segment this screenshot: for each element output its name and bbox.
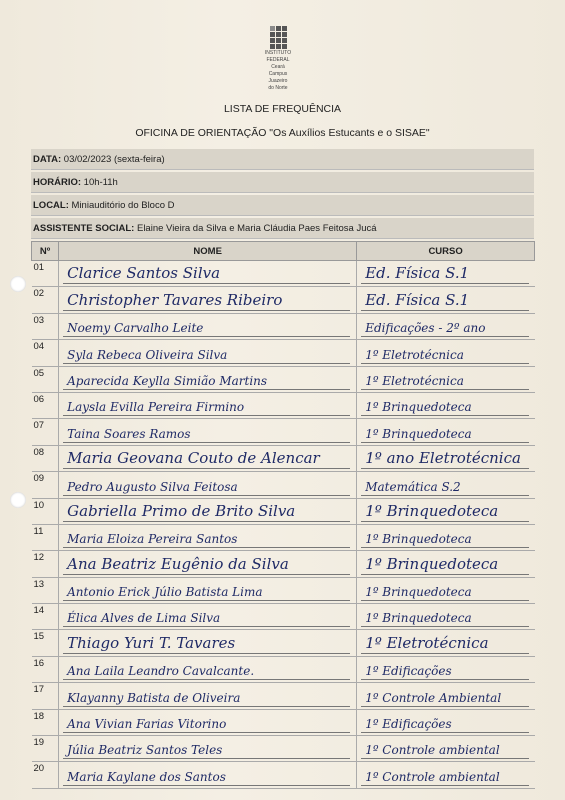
document-title: LISTA DE FREQUÊNCIA bbox=[223, 103, 342, 115]
table-row bbox=[32, 524, 535, 550]
time-label: HORÁRIO: bbox=[33, 177, 82, 188]
course-cell bbox=[357, 340, 535, 366]
signature-line bbox=[63, 742, 350, 759]
header-course: CURSO bbox=[357, 242, 535, 261]
student-course: 1º Controle ambiental bbox=[365, 743, 500, 758]
row-number: 08 bbox=[32, 445, 59, 471]
table-row bbox=[32, 762, 535, 788]
row-number: 16 bbox=[32, 656, 59, 682]
row-number: 12 bbox=[32, 551, 59, 577]
student-name-cell bbox=[59, 604, 357, 630]
student-name: Maria Geovana Couto de Alencar bbox=[67, 449, 320, 468]
table-row bbox=[32, 313, 535, 339]
row-number: 20 bbox=[32, 762, 59, 788]
table-row bbox=[32, 498, 535, 524]
course-cell bbox=[357, 261, 535, 287]
location-label: LOCAL: bbox=[33, 200, 69, 211]
signature-line bbox=[63, 320, 350, 337]
course-cell bbox=[357, 419, 535, 445]
table-row bbox=[32, 340, 535, 366]
student-course: 1º Brinquedoteca bbox=[365, 400, 472, 415]
student-name: Laysla Evilla Pereira Firmino bbox=[67, 400, 245, 415]
signature-line bbox=[63, 501, 350, 522]
row-number: 13 bbox=[32, 577, 59, 603]
table-row bbox=[32, 577, 535, 603]
student-name: Clarice Santos Silva bbox=[67, 264, 221, 283]
student-name-cell bbox=[59, 656, 357, 682]
table-row bbox=[32, 445, 535, 471]
row-number: 18 bbox=[32, 709, 59, 735]
signature-line bbox=[63, 716, 350, 733]
student-course: Matemática S.2 bbox=[365, 479, 461, 494]
student-name: Maria Kaylane dos Santos bbox=[67, 769, 226, 784]
signature-line bbox=[63, 584, 350, 601]
table-row bbox=[32, 656, 535, 682]
logo-line: do Norte bbox=[268, 85, 288, 91]
row-number: 07 bbox=[32, 419, 59, 445]
course-cell bbox=[357, 709, 535, 735]
course-line bbox=[361, 663, 528, 680]
date-value: 03/02/2023 (sexta-feira) bbox=[63, 154, 165, 165]
student-name-cell bbox=[59, 419, 357, 445]
course-line bbox=[361, 742, 528, 759]
student-course: Edificações - 2º ano bbox=[365, 321, 486, 336]
row-number: 03 bbox=[32, 313, 59, 339]
student-name-cell bbox=[59, 709, 357, 735]
signature-line bbox=[63, 663, 350, 680]
student-name-cell bbox=[59, 472, 357, 498]
student-name: Antonio Erick Júlio Batista Lima bbox=[67, 585, 263, 600]
course-line bbox=[361, 769, 528, 786]
course-cell bbox=[357, 604, 535, 630]
course-cell bbox=[357, 656, 535, 682]
course-line bbox=[361, 554, 528, 575]
signature-line bbox=[63, 399, 350, 416]
student-course: 1º Edificações bbox=[365, 664, 452, 679]
course-line bbox=[361, 373, 528, 390]
student-course: 1º Eletrotécnica bbox=[365, 347, 464, 362]
row-number: 04 bbox=[32, 340, 59, 366]
signature-line bbox=[63, 479, 350, 496]
student-name-cell bbox=[59, 577, 357, 603]
table-row bbox=[32, 261, 535, 287]
course-line bbox=[361, 426, 528, 443]
signature-line bbox=[63, 263, 350, 284]
header-number: Nº bbox=[32, 242, 59, 261]
student-name: Aparecida Keylla Simião Martins bbox=[67, 373, 268, 388]
info-social-worker bbox=[31, 218, 534, 239]
student-name: Ana Beatriz Eugênio da Silva bbox=[67, 554, 289, 573]
course-cell bbox=[357, 683, 535, 709]
location-value: Miniauditório do Bloco D bbox=[71, 200, 175, 211]
course-line bbox=[361, 290, 528, 311]
table-row bbox=[32, 366, 535, 392]
course-cell bbox=[357, 313, 535, 339]
signature-line bbox=[63, 290, 350, 311]
time-value: 10h-11h bbox=[83, 177, 118, 188]
info-date bbox=[31, 149, 534, 170]
row-number: 02 bbox=[32, 287, 59, 313]
student-name: Taina Soares Ramos bbox=[67, 426, 191, 441]
table-row bbox=[32, 551, 535, 577]
course-line bbox=[361, 690, 528, 707]
social-worker-value: Elaine Vieira da Silva e Maria Cláudia Paes Feitosa Jucá bbox=[136, 223, 377, 234]
course-line bbox=[361, 716, 528, 733]
student-course: 1º Eletrotécnica bbox=[365, 373, 464, 388]
student-name-cell bbox=[59, 762, 357, 788]
course-cell bbox=[357, 524, 535, 550]
student-name-cell bbox=[59, 630, 357, 656]
table-row bbox=[32, 683, 535, 709]
punch-hole-top bbox=[10, 276, 26, 292]
student-course: 1º Brinquedoteca bbox=[365, 426, 472, 441]
logo-mark-icon bbox=[258, 26, 298, 49]
student-course: Ed. Física S.1 bbox=[365, 264, 470, 283]
punch-hole-bottom bbox=[10, 492, 26, 508]
date-label: DATA: bbox=[33, 154, 62, 165]
course-line bbox=[361, 320, 528, 337]
student-name-cell bbox=[59, 261, 357, 287]
attendance-table bbox=[31, 241, 535, 789]
student-name: Gabriella Primo de Brito Silva bbox=[67, 501, 296, 520]
student-name-cell bbox=[59, 366, 357, 392]
student-course: 1º Brinquedoteca bbox=[365, 501, 499, 520]
signature-line bbox=[63, 531, 350, 548]
student-name-cell bbox=[59, 683, 357, 709]
course-line bbox=[361, 633, 528, 654]
student-course: Ed. Física S.1 bbox=[365, 290, 470, 309]
row-number: 11 bbox=[32, 524, 59, 550]
student-name: Thiago Yuri T. Tavares bbox=[67, 633, 236, 652]
student-name-cell bbox=[59, 524, 357, 550]
course-cell bbox=[357, 472, 535, 498]
row-number: 19 bbox=[32, 736, 59, 762]
student-name: Christopher Tavares Ribeiro bbox=[67, 290, 283, 309]
logo-line: INSTITUTO bbox=[264, 50, 292, 56]
course-line bbox=[361, 347, 528, 364]
signature-line bbox=[63, 554, 350, 575]
student-name-cell bbox=[59, 551, 357, 577]
course-line bbox=[361, 531, 528, 548]
student-name: Syla Rebeca Oliveira Silva bbox=[67, 347, 228, 362]
signature-line bbox=[63, 426, 350, 443]
course-cell bbox=[357, 392, 535, 418]
table-row bbox=[32, 392, 535, 418]
table-row bbox=[32, 630, 535, 656]
signature-line bbox=[63, 633, 350, 654]
student-name: Klayanny Batista de Oliveira bbox=[67, 690, 241, 705]
course-line bbox=[361, 399, 528, 416]
social-worker-label: ASSISTENTE SOCIAL: bbox=[33, 223, 135, 234]
student-course: 1º Controle ambiental bbox=[365, 769, 500, 784]
row-number: 01 bbox=[32, 261, 59, 287]
course-line bbox=[361, 263, 528, 284]
course-line bbox=[361, 584, 528, 601]
course-cell bbox=[357, 630, 535, 656]
course-cell bbox=[357, 445, 535, 471]
course-line bbox=[361, 610, 528, 627]
logo-line: FEDERAL bbox=[266, 57, 290, 63]
logo-line: Ceará bbox=[271, 64, 285, 70]
table-row bbox=[32, 472, 535, 498]
course-cell bbox=[357, 551, 535, 577]
table-row bbox=[32, 287, 535, 313]
student-name-cell bbox=[59, 736, 357, 762]
row-number: 09 bbox=[32, 472, 59, 498]
course-cell bbox=[357, 762, 535, 788]
signature-line bbox=[63, 610, 350, 627]
signature-line bbox=[63, 769, 350, 786]
student-name: Júlia Beatriz Santos Teles bbox=[67, 743, 223, 758]
table-row bbox=[32, 419, 535, 445]
student-name: Maria Eloiza Pereira Santos bbox=[67, 532, 238, 547]
student-course: 1º Brinquedoteca bbox=[365, 611, 472, 626]
table-row bbox=[32, 709, 535, 735]
student-name-cell bbox=[59, 313, 357, 339]
student-course: 1º Brinquedoteca bbox=[365, 554, 499, 573]
row-number: 15 bbox=[32, 630, 59, 656]
student-course: 1º Edificações bbox=[365, 717, 452, 732]
info-location bbox=[31, 195, 534, 216]
row-number: 17 bbox=[32, 683, 59, 709]
student-name: Élica Alves de Lima Silva bbox=[67, 611, 221, 626]
row-number: 05 bbox=[32, 366, 59, 392]
student-name: Ana Vivian Farias Vitorino bbox=[67, 717, 227, 732]
course-cell bbox=[357, 736, 535, 762]
student-name-cell bbox=[59, 287, 357, 313]
student-name-cell bbox=[59, 445, 357, 471]
student-course: 1º ano Eletrotécnica bbox=[365, 449, 521, 468]
row-number: 10 bbox=[32, 498, 59, 524]
info-time bbox=[31, 172, 534, 193]
table-header-row bbox=[32, 242, 535, 261]
signature-line bbox=[63, 690, 350, 707]
logo-line: Campus bbox=[268, 71, 288, 77]
course-line bbox=[361, 448, 528, 469]
logo-line: Juazeiro bbox=[268, 78, 288, 84]
student-name-cell bbox=[59, 340, 357, 366]
signature-line bbox=[63, 448, 350, 469]
student-name: Pedro Augusto Silva Feitosa bbox=[67, 479, 238, 494]
student-name-cell bbox=[59, 498, 357, 524]
course-cell bbox=[357, 287, 535, 313]
row-number: 06 bbox=[32, 392, 59, 418]
course-line bbox=[361, 501, 528, 522]
student-course: 1º Controle Ambiental bbox=[365, 690, 502, 705]
student-course: 1º Brinquedoteca bbox=[365, 532, 472, 547]
student-name: Noemy Carvalho Leite bbox=[67, 321, 204, 336]
signature-line bbox=[63, 347, 350, 364]
student-course: 1º Brinquedoteca bbox=[365, 585, 472, 600]
student-name-cell bbox=[59, 392, 357, 418]
institution-logo bbox=[258, 26, 298, 91]
table-row bbox=[32, 736, 535, 762]
document-subtitle: OFICINA DE ORIENTAÇÃO "Os Auxílios Estucants e o SISAE" bbox=[135, 127, 430, 139]
student-course: 1º Eletrotécnica bbox=[365, 633, 489, 652]
course-line bbox=[361, 479, 528, 496]
header-name: NOME bbox=[59, 242, 357, 261]
signature-line bbox=[63, 373, 350, 390]
course-cell bbox=[357, 366, 535, 392]
row-number: 14 bbox=[32, 604, 59, 630]
table-row bbox=[32, 604, 535, 630]
course-cell bbox=[357, 577, 535, 603]
course-cell bbox=[357, 498, 535, 524]
student-name: Ana Laila Leandro Cavalcante. bbox=[67, 664, 255, 679]
